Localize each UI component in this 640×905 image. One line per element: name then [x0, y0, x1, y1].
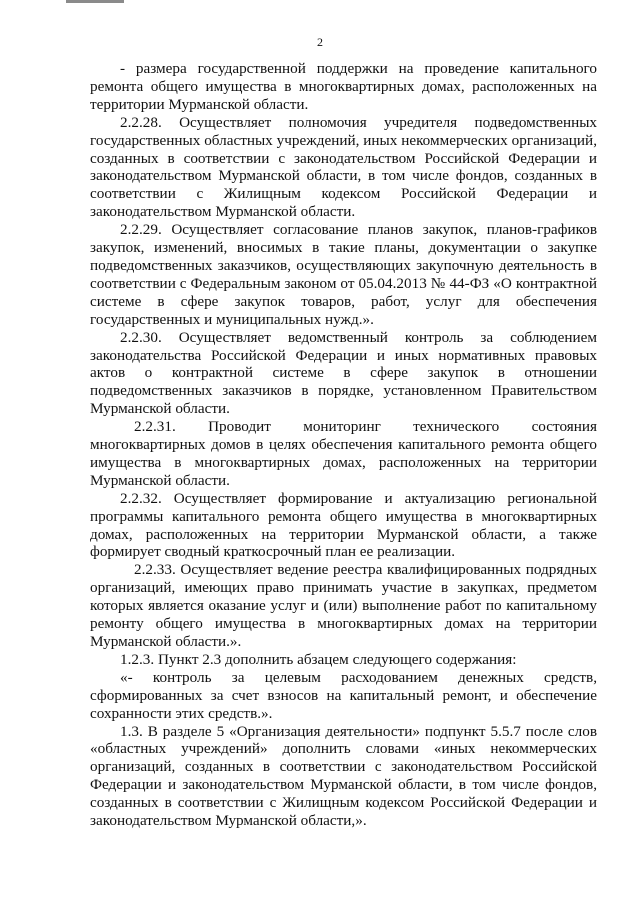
document-body: [90, 60, 597, 830]
paragraph-2-2-28: 2.2.28. Осуществляет полномочия учредителя подведомственных государственных областных учреждений, иных некоммерческих организаций, созданных в соответствии с законодательством Российской Федерации и законодательством Мурманской области, в том числе фондов, созданных в соответствии с Жилищным кодексом Российской Федерации и законодательством Мурманской области.: [90, 113, 597, 221]
paragraph-2-2-30: 2.2.30. Осуществляет ведомственный контроль за соблюдением законодательства Российской Федерации и иных нормативных правовых актов о контрактной системе в сфере закупок в отношении подведомственных заказчиков в порядке, установленном Правительством Мурманской области.: [90, 328, 597, 418]
paragraph-2-2-31: 2.2.31. Проводит мониторинг технического состояния многоквартирных домов в целях обеспечения капитального ремонта общего имущества в многоквартирных домах, расположенных на территории Мурманской области.: [90, 418, 597, 489]
paragraph-control-clause: «- контроль за целевым расходованием денежных средств, сформированных за счет взносов на капитальный ремонт, и обеспечение сохранности этих средств.».: [90, 668, 597, 722]
paragraph-1-3: 1.3. В разделе 5 «Организация деятельности» подпункт 5.5.7 после слов «областных учреждений» дополнить словами «иных некоммерческих организаций, созданных в соответствии с законодательством Российской Федерации и законодательством Мурманской области, в том числе фондов, созданных в соответствии с Жилищным кодексом Российской Федерации и законодательством Мурманской области,».: [90, 722, 597, 830]
paragraph-support-amount: - размера государственной поддержки на проведение капитального ремонта общего имущества в многоквартирных домах, расположенных на территории Мурманской области.: [90, 60, 597, 113]
paragraph-1-2-3: 1.2.3. Пункт 2.3 дополнить абзацем следующего содержания:: [120, 650, 517, 668]
paragraph-2-2-32: 2.2.32. Осуществляет формирование и актуализацию региональной программы капитального ремонта общего имущества в многоквартирных домах, расположенных на территории Мурманской области, а также формирует сводный краткосрочный план ее реализации.: [90, 489, 597, 561]
scan-edge-mark: [66, 0, 124, 3]
paragraph-2-2-33: 2.2.33. Осуществляет ведение реестра квалифицированных подрядных организаций, имеющих право принимать участие в закупках, предметом которых является оказание услуг и (или) выполнение работ по капитальному ремонту общего имущества в многоквартирных домах на территории Мурманской области.».: [90, 561, 597, 650]
paragraph-2-2-29: 2.2.29. Осуществляет согласование планов закупок, планов-графиков закупок, изменений, вносимых в такие планы, документации о закупке подведомственных заказчиков, осуществляющих закупочную деятельность в соответствии с Федеральным законом от 05.04.2013 № 44-ФЗ «О контрактной системе в сфере закупок товаров, работ, услуг для обеспечения государственных и муниципальных нужд.».: [90, 221, 597, 328]
page-number: 2: [317, 35, 323, 49]
